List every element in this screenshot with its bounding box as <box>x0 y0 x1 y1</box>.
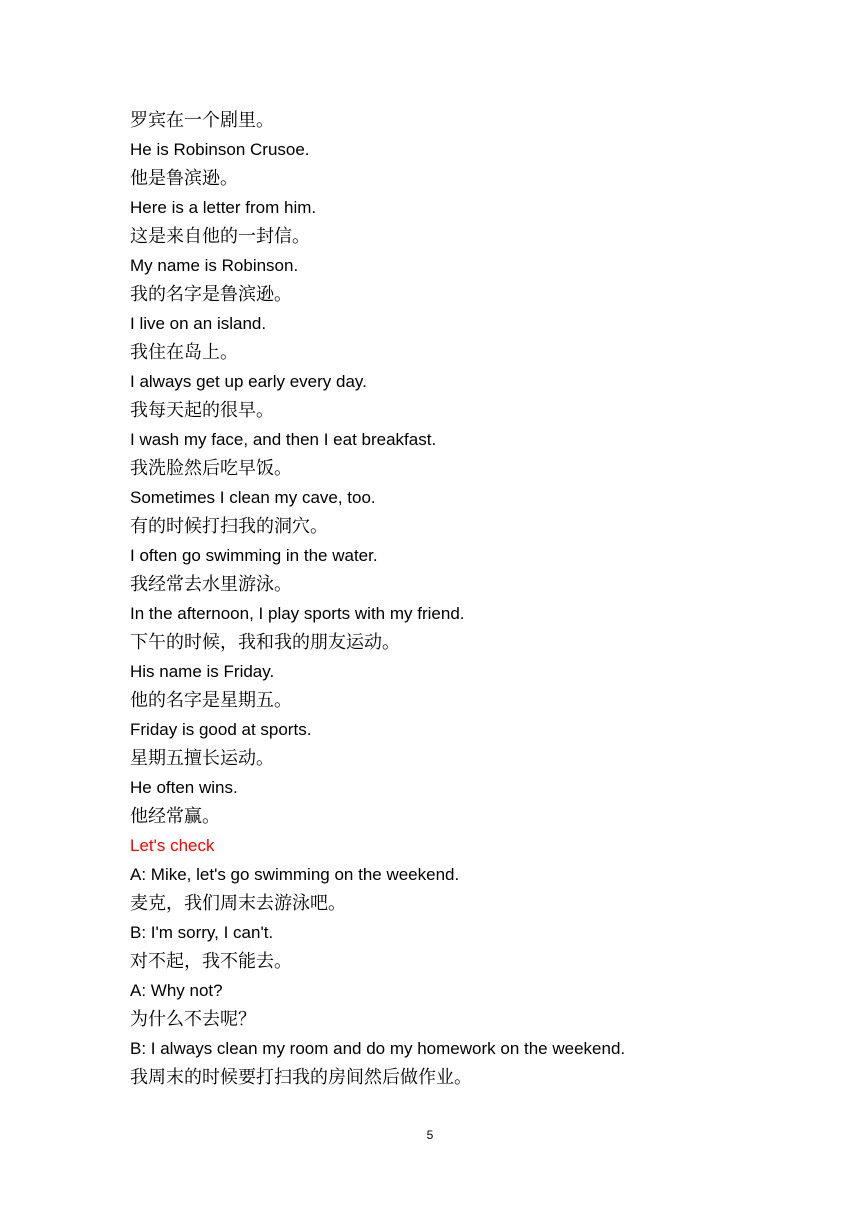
chinese-line: 对不起，我不能去。 <box>130 951 292 972</box>
english-line: A: Mike, let's go swimming on the weekend. <box>130 865 460 884</box>
chinese-line: 我经常去水里游泳。 <box>130 574 292 595</box>
page-number: 5 <box>426 1128 434 1142</box>
english-line: I often go swimming in the water. <box>130 546 378 565</box>
english-line: Friday is good at sports. <box>130 720 312 739</box>
english-line: A: Why not? <box>130 981 223 1000</box>
chinese-line: 他是鲁滨逊。 <box>130 168 238 189</box>
chinese-line: 这是来自他的一封信。 <box>130 226 310 247</box>
english-line: In the afternoon, I play sports with my friend. <box>130 604 465 623</box>
english-line: B: I always clean my room and do my homework on the weekend. <box>130 1039 626 1058</box>
english-line: My name is Robinson. <box>130 256 299 275</box>
document-body <box>130 106 770 1092</box>
english-line: I wash my face, and then I eat breakfast. <box>130 430 437 449</box>
chinese-line: 麦克，我们周末去游泳吧。 <box>130 893 346 914</box>
chinese-line: 我住在岛上。 <box>130 342 238 363</box>
english-line: Here is a letter from him. <box>130 198 317 217</box>
english-line: I always get up early every day. <box>130 372 367 391</box>
english-line: His name is Friday. <box>130 662 275 681</box>
english-line: I live on an island. <box>130 314 267 333</box>
english-line: B: I'm sorry, I can't. <box>130 923 274 942</box>
chinese-line: 我洗脸然后吃早饭。 <box>130 458 292 479</box>
chinese-line: 他经常赢。 <box>130 806 220 827</box>
chinese-line: 我的名字是鲁滨逊。 <box>130 284 292 305</box>
english-line: He often wins. <box>130 778 238 797</box>
chinese-line: 我每天起的很早。 <box>130 400 274 421</box>
chinese-line: 下午的时候，我和我的朋友运动。 <box>130 632 400 653</box>
english-line: Sometimes I clean my cave, too. <box>130 488 376 507</box>
chinese-line: 我周末的时候要打扫我的房间然后做作业。 <box>130 1067 472 1088</box>
section-heading: Let's check <box>130 836 215 855</box>
chinese-line: 为什么不去呢？ <box>130 1009 256 1030</box>
english-line: He is Robinson Crusoe. <box>130 140 310 159</box>
chinese-line: 有的时候打扫我的洞穴。 <box>130 516 328 537</box>
chinese-line: 他的名字是星期五。 <box>130 690 292 711</box>
chinese-line: 罗宾在一个剧里。 <box>130 110 274 131</box>
chinese-line: 星期五擅长运动。 <box>130 748 274 769</box>
